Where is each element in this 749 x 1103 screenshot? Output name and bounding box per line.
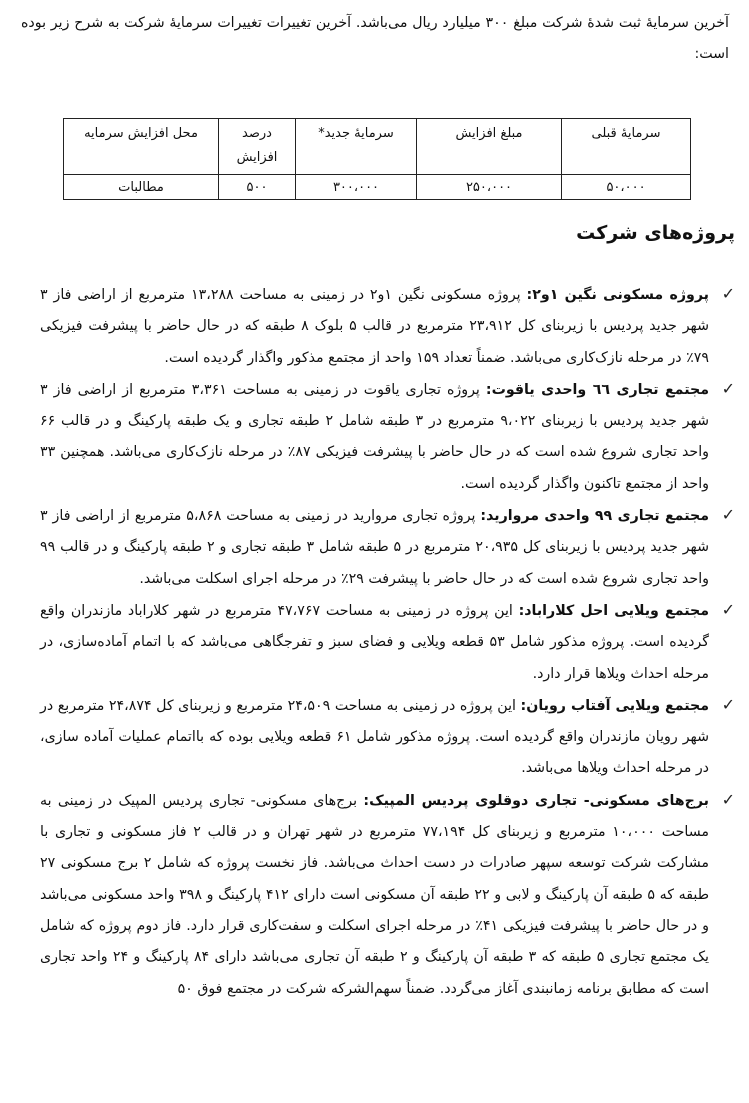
header-increase-source: محل افزایش سرمایه	[64, 119, 219, 175]
project-title: مجتمع ویلایی احل کلاراباد:	[518, 602, 710, 619]
project-list	[20, 280, 749, 1006]
cell-increase-percent: ۵۰۰	[219, 175, 296, 200]
intro-paragraph: آخرین سرمایهٔ ثبت شدهٔ شرکت مبلغ ۳۰۰ میلیارد ریال می‌باشد. آخرین تغییرات تغییرات سرمایهٔ شرکت به شرح زیر بوده است:	[21, 15, 730, 62]
table-row	[64, 175, 691, 200]
project-description: این پروژه در زمینی به مساحت ۴۷،۷۶۷ مترمربع در شهر کلاراباد مازندران واقع گردیده است. پروژه مذکور شامل ۵۳ قطعه ویلایی و فضای سبز و تفرجگاهی می‌باشد که با اتمام آماده‌سازی، در مرحله احداث ویلاها قرار دارد.	[40, 602, 709, 682]
list-item	[20, 691, 749, 785]
project-title: مجتمع ویلایی آفتاب رویان:	[520, 697, 710, 714]
list-item	[20, 280, 749, 374]
check-icon: ✓	[721, 378, 735, 398]
header-previous-capital: سرمایهٔ قبلی	[562, 119, 691, 175]
check-icon: ✓	[721, 694, 735, 714]
capital-change-table	[63, 118, 691, 200]
check-icon: ✓	[721, 505, 735, 525]
project-title: برج‌های مسکونی- تجاری دوقلوی پردیس المپیک:	[363, 792, 710, 809]
header-increase-percent: درصد افزایش	[219, 119, 296, 175]
cell-increase-amount: ۲۵۰،۰۰۰	[417, 175, 562, 200]
cell-previous-capital: ۵۰،۰۰۰	[562, 175, 691, 200]
cell-new-capital: ۳۰۰،۰۰۰	[296, 175, 417, 200]
project-description: این پروژه در زمینی به مساحت ۲۴،۵۰۹ مترمربع و زیربنای کل ۲۴،۸۷۴ مترمربع در شهر رویان مازندران واقع گردیده است. پروژه مذکور شامل ۶۱ قطعه ویلایی بوده که بااتمام عملیات آماده سازی، در مرحله احداث ویلاها می‌باشد.	[40, 697, 709, 777]
check-icon: ✓	[721, 789, 735, 809]
header-new-capital: سرمایهٔ جدید*	[296, 119, 417, 175]
project-description: پروژه تجاری مروارید در زمینی به مساحت ۵،۸۶۸ مترمربع از اراضی فاز ۳ شهر جدید پردیس با زیربنای کل ۲۰،۹۳۵ مترمربع در ۵ طبقه شامل ۳ طبقه تجاری و ۲ طبقه پارکینگ و در قالب ۹۹ واحد تجاری شروع شده است که در حال حاضر با پیشرفت ۲۹٪ در مرحله اجرای اسکلت می‌باشد.	[40, 508, 709, 587]
list-item	[20, 501, 749, 595]
list-item	[20, 596, 749, 690]
project-title: مجتمع تجاری ۹۹ واحدی مروارید:	[480, 508, 709, 525]
check-icon: ✓	[721, 599, 735, 619]
list-item	[20, 786, 749, 1005]
project-title: مجتمع تجاری ٦٦ واحدی یاقوت:	[485, 381, 709, 398]
section-title: پروژه‌های شرکت	[576, 222, 735, 244]
header-increase-amount: مبلغ افزایش	[417, 119, 562, 175]
list-item	[20, 375, 749, 500]
project-title: پروژه مسکونی نگین ۱و۲:	[526, 287, 709, 303]
project-description: پروژه مسکونی نگین ۱و۲ در زمینی به مساحت ۱۳،۲۸۸ مترمربع از اراضی فاز ۳ شهر جدید پردیس با زیربنای کل ۲۳،۹۱۲ مترمربع در قالب ۵ بلوک ۸ طبقه که در حال حاضر با پیشرفت فیزیکی ۷۹٪ در مرحله نازک‌کاری می‌باشد. ضمناً تعداد ۱۵۹ واحد از مجتمع مذکور واگذار گردیده است.	[40, 287, 709, 366]
table-header-row	[64, 119, 691, 175]
project-description: برج‌های مسکونی- تجاری پردیس المپیک در زمینی به مساحت ۱۰،۰۰۰ مترمربع و زیربنای کل ۷۷،۱۹۴ مترمربع در شهر تهران و در قالب ۲ فاز مسکونی و تجاری با مشارکت شرکت توسعه سپهر صادرات در دست احداث می‌باشد. فاز نخست پروژه که شامل ۲ برج مسکونی ۲۷ طبقه که ۵ طبقه آن پارکینگ و لابی و ۲۲ طبقه آن مسکونی است دارای ۴۱۲ پارکینگ و ۳۹۸ واحد مسکونی می‌باشد و در حال حاضر با پیشرفت فیزیکی ۴۱٪ در مرحله اجرای اسکلت و سفت‌کاری قرار دارد. فاز دوم پروژه که شامل یک مجتمع تجاری ۵ طبقه که ۳ طبقه آن پارکینگ و ۲ طبقه آن تجاری می‌باشد دارای ۸۴ پارکینگ و ۲۴ واحد تجاری است که مطابق برنامه زمانبندی آغاز می‌گردد. ضمناً سهم‌الشرکه شرکت در مجتمع فوق ۵۰	[40, 792, 710, 997]
project-description: پروژه تجاری یاقوت در زمینی به مساحت ۳،۳۶۱ مترمربع از اراضی فاز ۳ شهر جدید پردیس با زیربنای ۹،۰۲۲ مترمربع در ۳ طبقه شامل ۲ طبقه تجاری و یک طبقه پارکینگ و در قالب ۶۶ واحد تجاری شروع شده است که در حال حاضر با پیشرفت فیزیکی ۸۷٪ در مرحله نازک‌کاری می‌باشد. همچنین ۳۳ واحد از مجتمع تاکنون واگذار گردیده است.	[40, 381, 709, 492]
cell-increase-source: مطالبات	[64, 175, 219, 200]
check-icon: ✓	[721, 284, 735, 303]
